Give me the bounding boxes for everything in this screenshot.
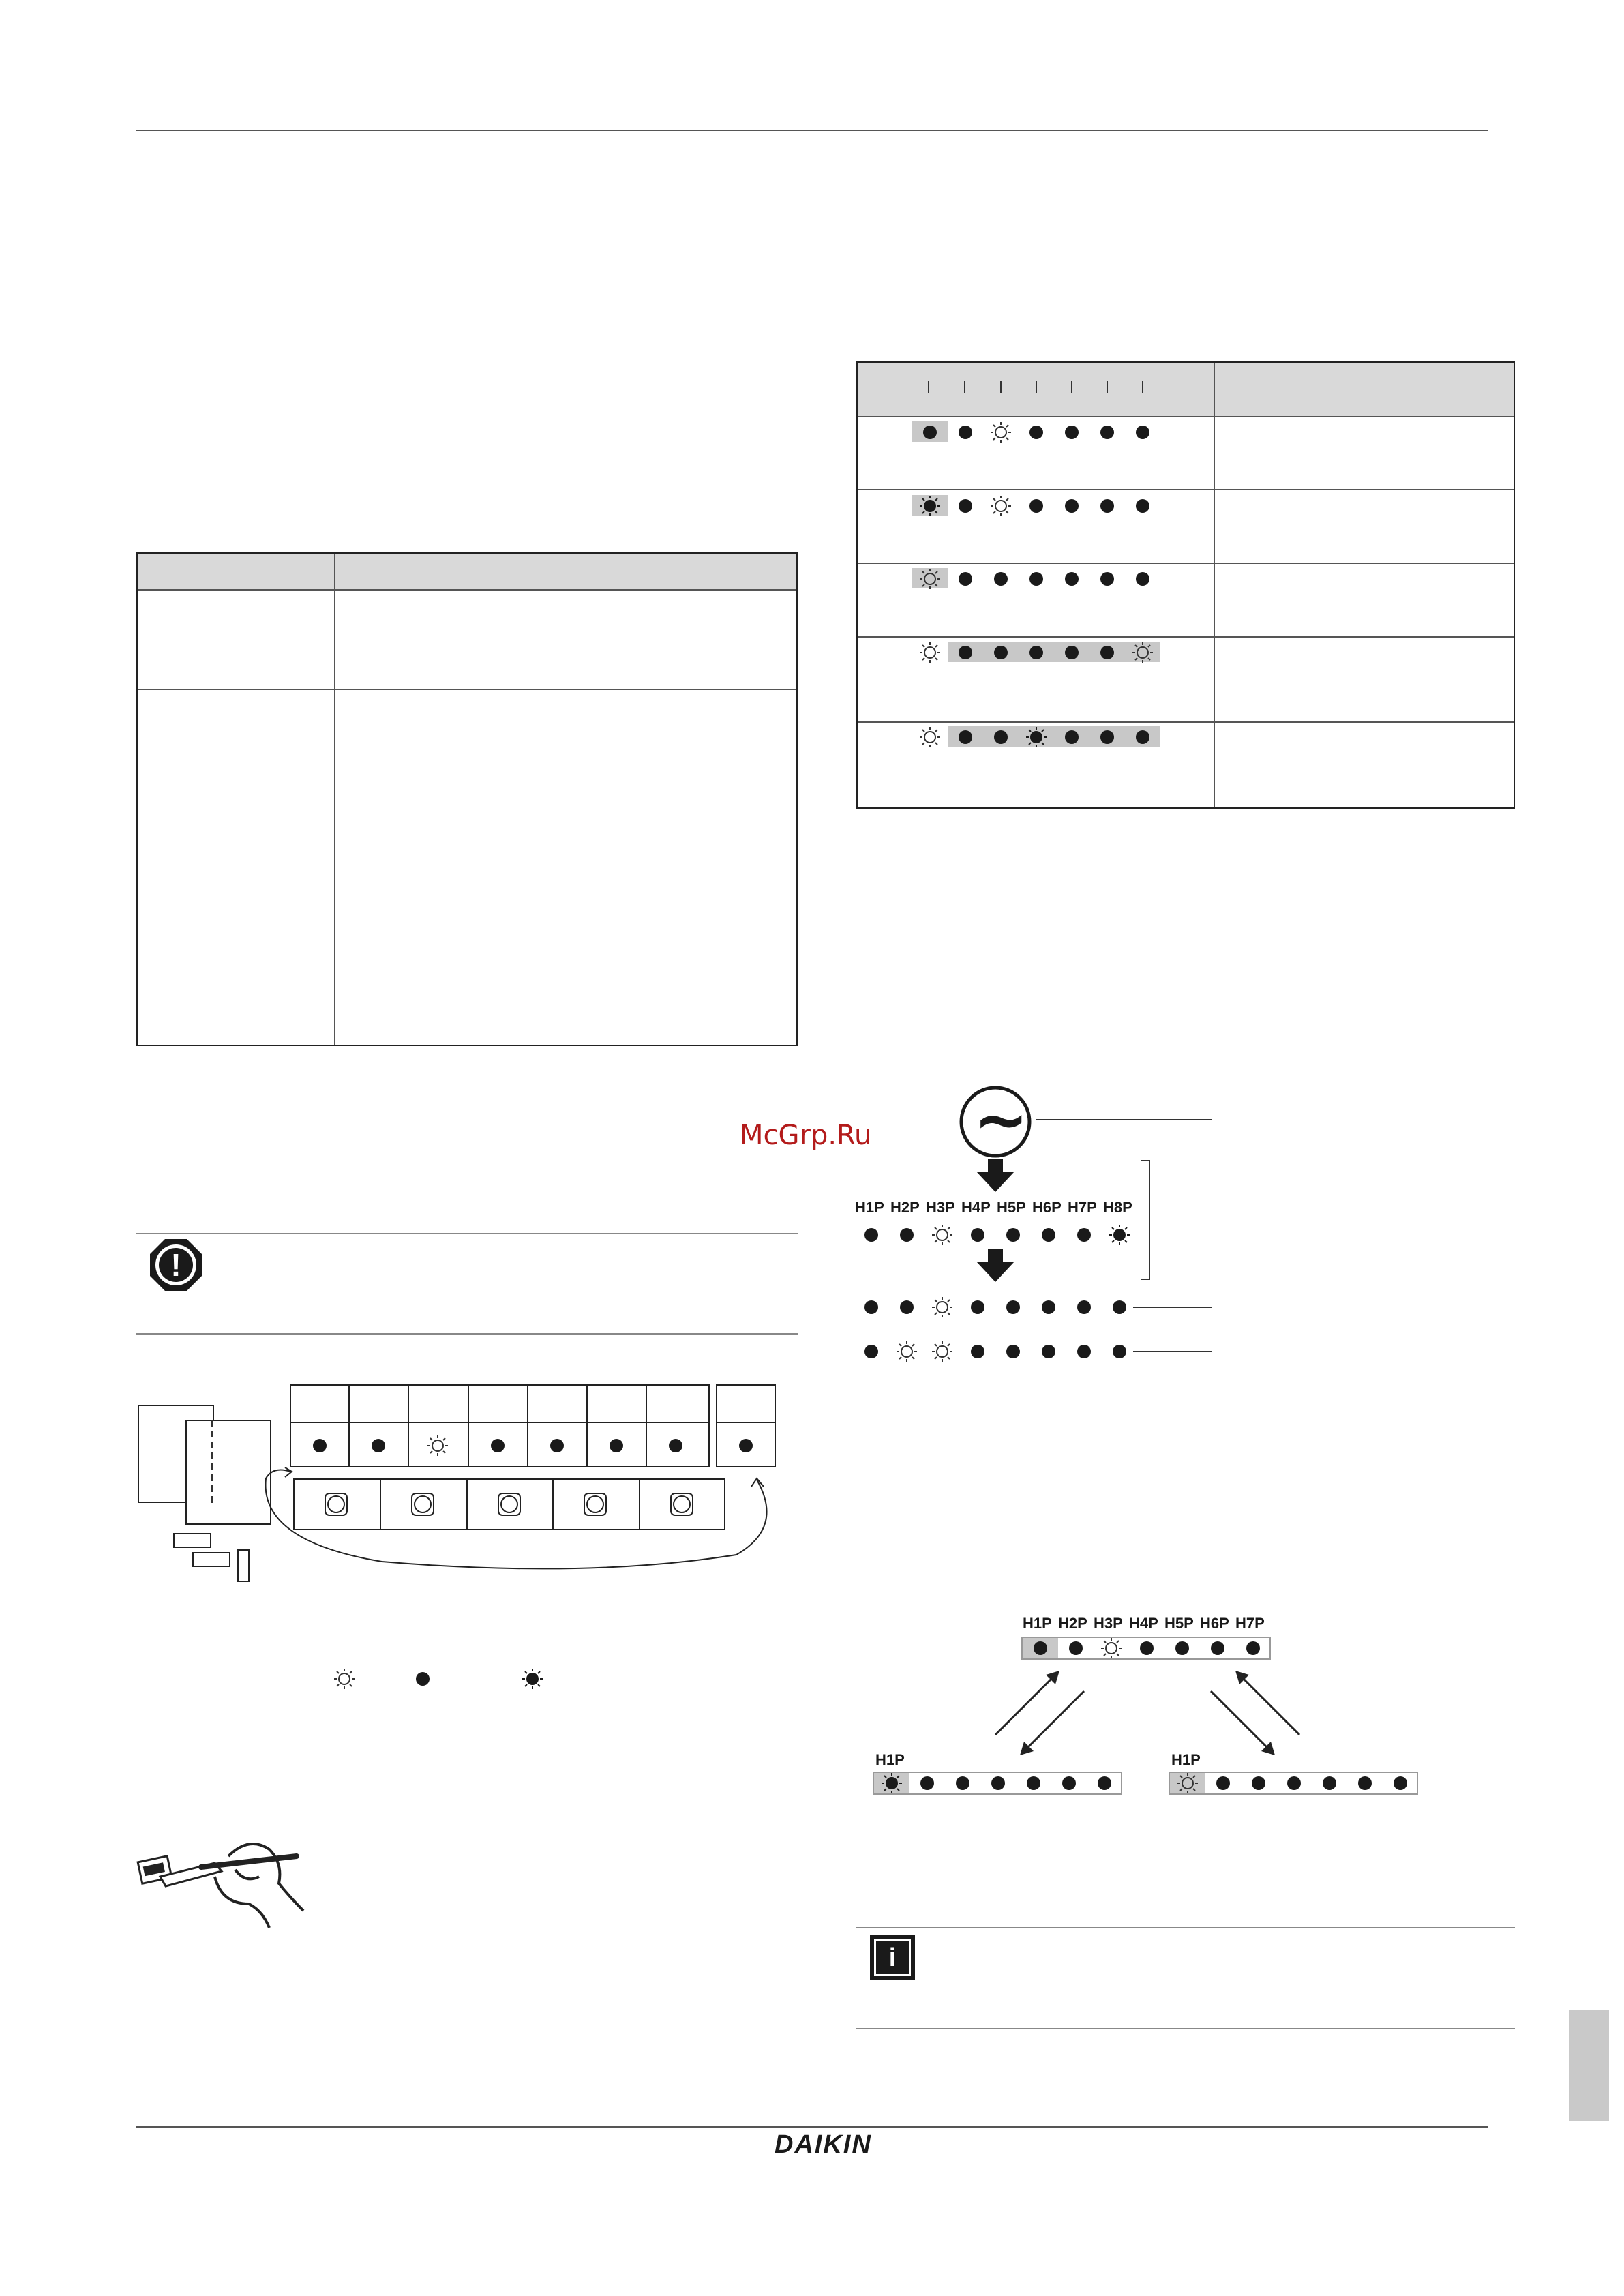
info-icon-inner: i [874,1939,911,1976]
warning-mark: ! [170,1247,181,1283]
callout-line [1036,1119,1212,1120]
down-arrow-icon [976,1159,1014,1193]
header-rule [136,130,1488,131]
led-label: H1P [855,1199,884,1216]
led-row-power-c [860,1340,1133,1363]
led-label: H6P [1200,1615,1229,1632]
connector [192,1552,230,1567]
right-table-row-divider [858,563,1514,564]
led-label: H7P [1235,1615,1265,1632]
bracket [1139,1159,1159,1282]
tilde-symbol: ~ [974,1082,1029,1158]
led-row-power-b [860,1296,1133,1319]
led-label: H1P [1171,1751,1201,1768]
led-panel-divider [717,1422,775,1423]
led-row-power-a [860,1223,1133,1247]
left-table-row-divider [138,689,796,690]
led-row-5 [912,726,1171,748]
led-label: H5P [997,1199,1026,1216]
legend-symbols [331,1667,549,1690]
led-dot [739,1439,753,1452]
led-row-2 [912,495,1171,517]
led-label: H4P [1129,1615,1158,1632]
callout-line [1133,1307,1212,1308]
callout-line [1133,1351,1212,1352]
info-rule-bottom [856,2028,1515,2029]
led-single-panel [716,1384,776,1467]
led-panel-leds [291,1432,708,1459]
daikin-logo: DAIKIN [775,2130,872,2159]
led-strip-top-leds [1023,1637,1271,1660]
right-table-col-divider [1214,363,1215,807]
footer-rule [136,2126,1488,2128]
led-label: H3P [1094,1615,1123,1632]
led-label: H1P [875,1751,905,1768]
led-label: H2P [1058,1615,1087,1632]
right-table-row-divider [858,416,1514,417]
led-row-1 [912,421,1171,443]
led-label: H6P [1032,1199,1062,1216]
down-arrow-icon [976,1249,1014,1283]
side-tab [1569,2010,1609,2121]
mode-arrows [989,1664,1316,1787]
led-label: H5P [1164,1615,1194,1632]
header-tick-marks [914,378,1159,399]
connector [173,1533,211,1548]
right-table-row-divider [858,636,1514,638]
left-table-border [136,552,798,1046]
left-table-row-divider [138,589,796,591]
note-rule-top [136,1233,798,1234]
led-strip-left-leds [874,1772,1122,1795]
left-table-col-divider [334,554,335,1045]
led-row-4 [912,642,1171,664]
led-label: H8P [1103,1199,1132,1216]
watermark: McGrp.Ru [740,1120,872,1151]
note-rule-bottom [136,1333,798,1335]
hand-writing-icon [133,1829,310,1931]
right-table-row-divider [858,721,1514,723]
led-strip-right-leds [1170,1772,1418,1795]
led-label: H2P [890,1199,920,1216]
right-table-row-divider [858,489,1514,490]
connection-curves [245,1459,784,1582]
led-label: H3P [926,1199,955,1216]
led-label: H4P [961,1199,991,1216]
led-row-3 [912,568,1171,590]
info-rule-top [856,1927,1515,1928]
led-label: H1P [1023,1615,1052,1632]
info-icon [870,1935,915,1980]
led-label: H7P [1068,1199,1097,1216]
dashed-edge [209,1420,215,1504]
